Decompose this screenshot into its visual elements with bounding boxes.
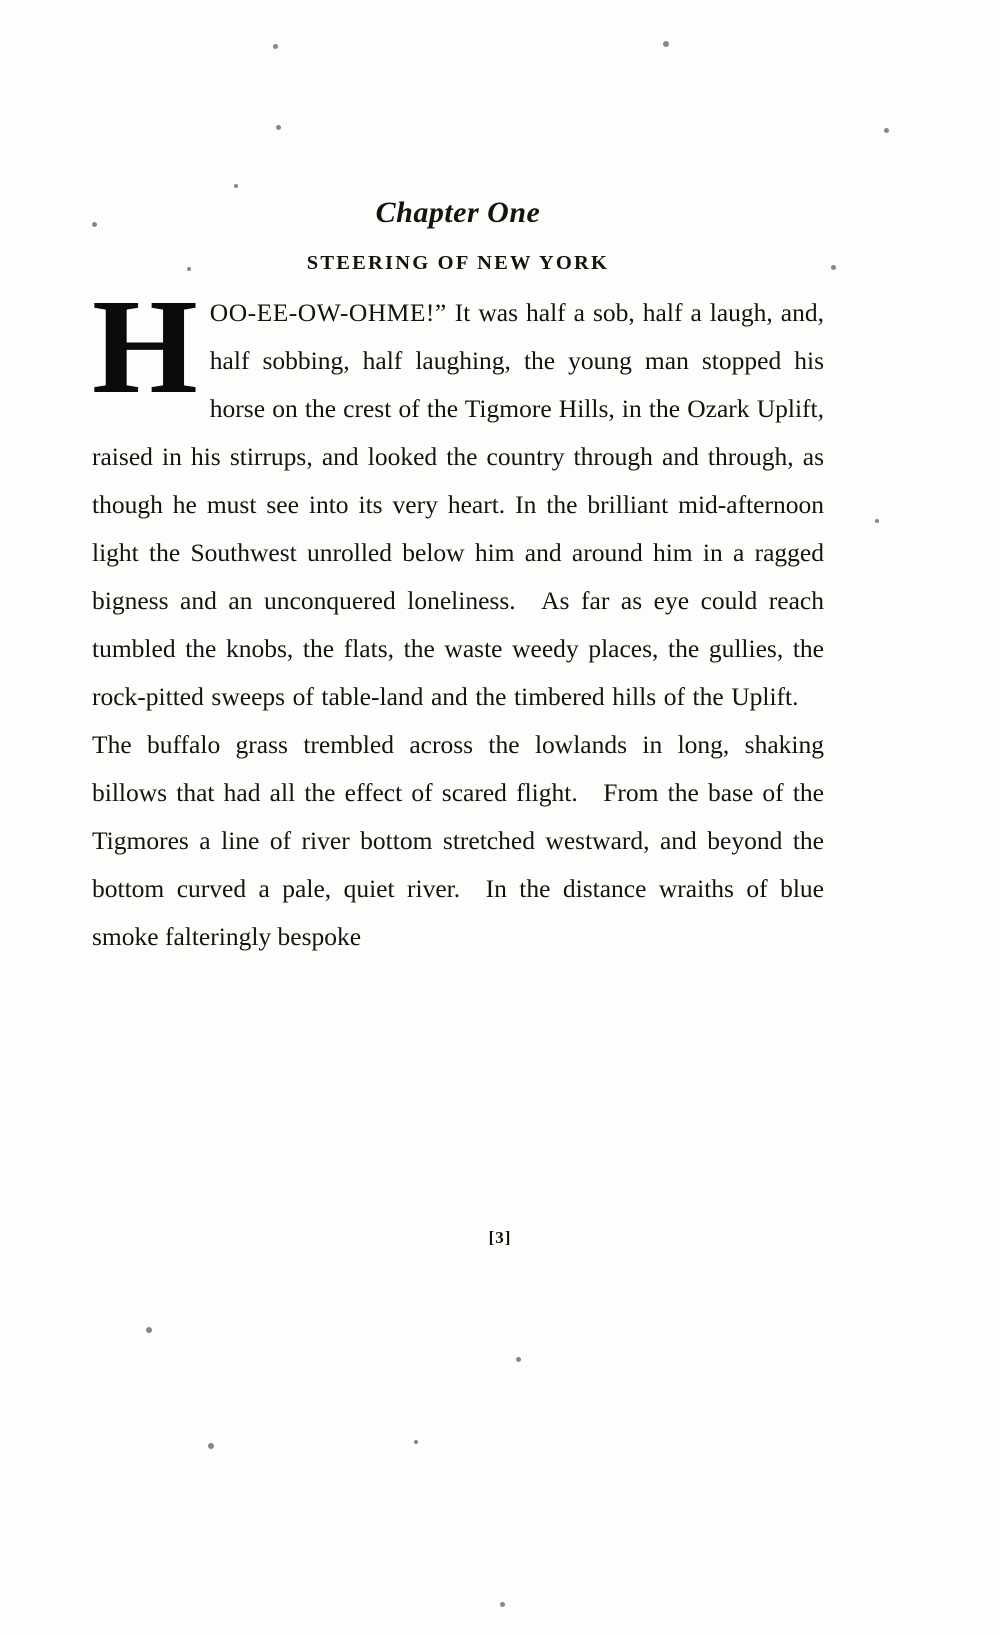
paper-speck [884,128,889,133]
paper-speck [663,41,669,47]
paper-speck [276,125,281,130]
body-paragraph: It was half a sob, half a laugh, and, half sobbing, half laughing, the young man stopped his horse on the crest of the Tigmore Hills, in the Ozark Uplift, raised in his stirrups, and looked the country through and through, as though he must see into its very heart. In the brilliant mid-afternoon light the Southwest unrolled below him and around him in a ragged bigness and an unconquered loneliness. As far as eye could reach tumbled the knobs, the flats, the waste weedy places, the gullies, the rock-pitted sweeps of table-land and the timbered hills of the Uplift. The buffalo grass trembled across the lowlands in long, shaking billows that had all the effect of scared flight. From the base of the Tigmores a line of river bottom stretched westward, and beyond the bottom curved a pale, quiet river. In the distance wraiths of blue smoke falteringly bespoke [92,298,824,951]
paper-speck [146,1327,152,1333]
chapter-title: Chapter One [375,196,541,229]
page-folio [0,1225,1000,1251]
chapter-subtitle: STEERING OF NEW YORK [306,252,610,274]
body-text-block [92,272,824,961]
paper-speck [234,184,238,188]
paper-speck [831,265,836,270]
drop-cap-letter: H [92,272,196,422]
folio-close-bracket: ] [504,1228,512,1247]
page-number: 3 [495,1228,505,1247]
paper-speck [875,519,879,523]
paper-speck [414,1440,418,1444]
paper-speck [273,44,278,49]
paper-speck [208,1443,214,1449]
page-content [92,196,824,961]
paper-speck [516,1357,521,1362]
paper-speck [500,1602,505,1607]
folio-open-bracket: [ [488,1228,496,1247]
first-line-continuation: OO-EE-OW-OHME!” [209,298,447,327]
